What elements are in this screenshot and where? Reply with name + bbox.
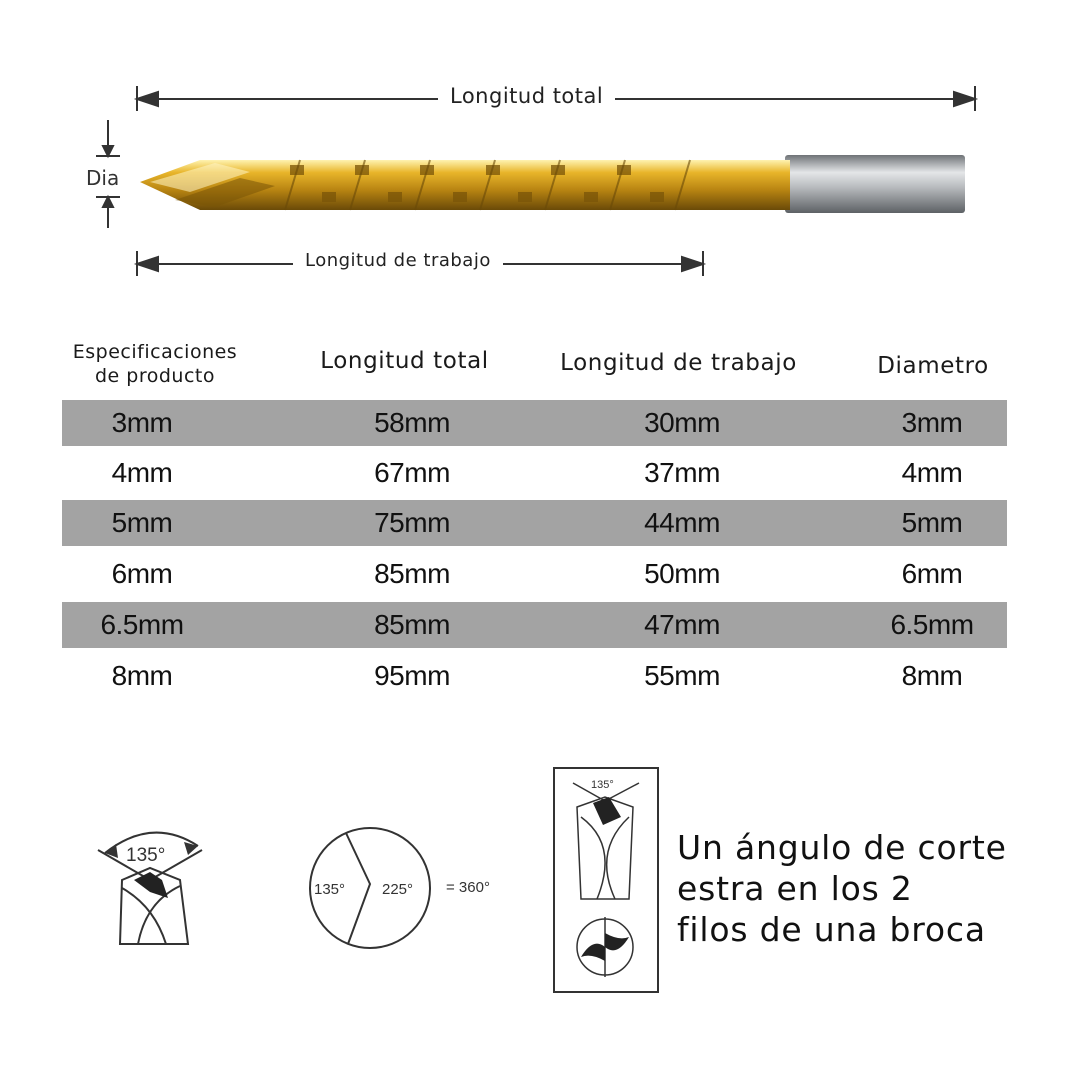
note-line-1: Un ángulo de corte	[677, 828, 1007, 867]
note-line-2: estra en los 2	[677, 869, 913, 908]
header-spec-line1: Especificaciones	[72, 341, 238, 363]
working-length-label: Longitud de trabajo	[293, 250, 503, 271]
cell-diameter: 6mm	[901, 558, 963, 589]
cell-diameter: 3mm	[901, 407, 963, 438]
cell-spec: 6mm	[111, 558, 173, 589]
cell-working: 37mm	[644, 457, 720, 488]
drill-bit-diagram	[0, 0, 1080, 300]
cell-diameter: 5mm	[901, 507, 963, 538]
circle-left-angle-text: 135°	[314, 881, 346, 898]
cell-working: 55mm	[644, 660, 720, 691]
cell-diameter: 6.5mm	[890, 609, 974, 640]
table-row	[62, 500, 1007, 546]
drill-tip-panel-diagram	[553, 767, 659, 993]
table-row	[62, 602, 1007, 648]
header-spec	[50, 340, 260, 388]
cell-total: 85mm	[374, 609, 450, 640]
header-working-length: Longitud de trabajo	[560, 350, 797, 376]
circle-right-angle-text: 225°	[382, 881, 414, 898]
cell-total: 85mm	[374, 558, 450, 589]
cell-working: 50mm	[644, 558, 720, 589]
cell-spec: 4mm	[111, 457, 173, 488]
cell-diameter: 8mm	[901, 660, 963, 691]
circle-angle-diagram	[300, 826, 525, 951]
panel-angle-text: 135°	[591, 779, 614, 791]
cell-total: 67mm	[374, 457, 450, 488]
note-line-3: filos de una broca	[677, 910, 986, 949]
cell-working: 30mm	[644, 407, 720, 438]
cell-total: 75mm	[374, 507, 450, 538]
cell-spec: 6.5mm	[100, 609, 184, 640]
table-row	[62, 450, 1007, 496]
cell-working: 47mm	[644, 609, 720, 640]
table-row	[62, 653, 1007, 699]
cell-spec: 8mm	[111, 660, 173, 691]
tip-angle-diagram	[90, 818, 220, 958]
total-length-label: Longitud total	[438, 84, 615, 108]
cell-total: 95mm	[374, 660, 450, 691]
header-spec-line2: de producto	[95, 365, 215, 387]
header-diameter: Diametro	[877, 353, 989, 379]
cell-spec: 5mm	[111, 507, 173, 538]
table-row	[62, 551, 1007, 597]
header-total-length: Longitud total	[320, 348, 489, 374]
tip-angle-text: 135°	[126, 845, 166, 866]
cutting-angle-note	[677, 827, 1007, 950]
table-row	[62, 400, 1007, 446]
drill-body	[140, 160, 790, 210]
diameter-label: Dia	[86, 166, 120, 190]
cell-working: 44mm	[644, 507, 720, 538]
cell-diameter: 4mm	[901, 457, 963, 488]
drill-shank	[785, 155, 965, 213]
cell-spec: 3mm	[111, 407, 173, 438]
cell-total: 58mm	[374, 407, 450, 438]
circle-total-text: = 360°	[446, 879, 490, 896]
